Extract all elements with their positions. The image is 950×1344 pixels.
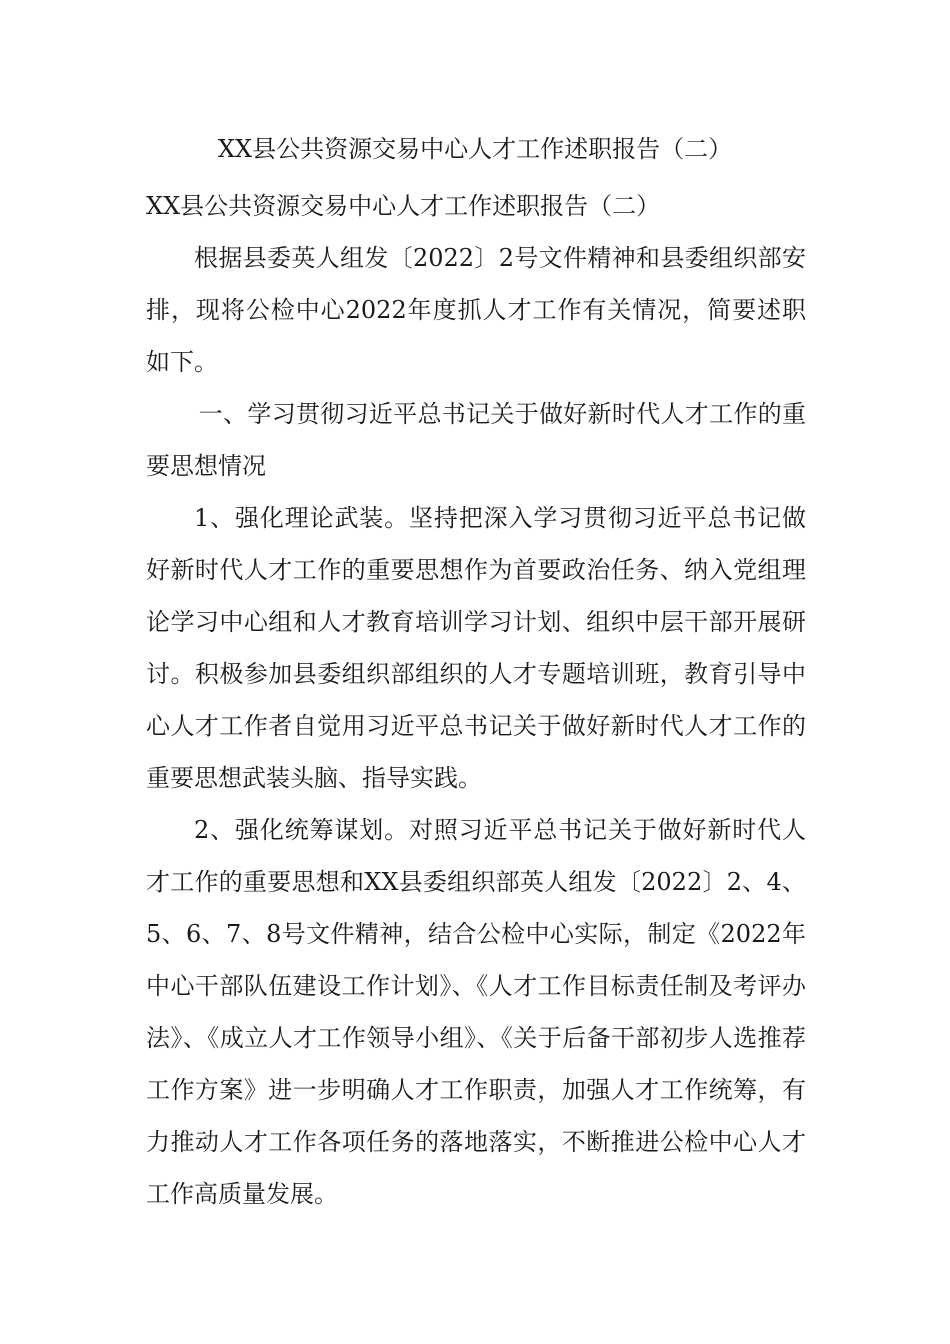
section-heading-1: 一、学习贯彻习近平总书记关于做好新时代人才工作的重要思想情况 — [146, 400, 806, 480]
intro-paragraph: 根据县委英人组发〔2022〕2号文件精神和县委组织部安排，现将公检中心2022年度抓人才工作有关情况，简要述职如下。 — [146, 244, 806, 376]
paragraph-planning: 2、强化统筹谋划。对照习近平总书记关于做好新时代人才工作的重要思想和XX县委组织部英人组发〔2022〕2、4、5、6、7、8号文件精神，结合公检中心实际，制定《2022年中心干部队伍建设工作计划》、《人才工作目标责任制及考评办法》、《成立人才工作领导小组》、《关于后备干部初步人选推荐工作方案》进一步明确人才工作职责，加强人才工作统筹，有力推动人才工作各项任务的落地落实，不断推进公检中心人才工作高质量发展。 — [146, 816, 806, 1208]
document-body — [146, 180, 806, 1220]
document-title: XX县公共资源交易中心人才工作述职报告（二） — [217, 135, 733, 163]
document-subtitle: XX县公共资源交易中心人才工作述职报告（二） — [146, 192, 661, 220]
paragraph-theory: 1、强化理论武装。坚持把深入学习贯彻习近平总书记做好新时代人才工作的重要思想作为首要政治任务、纳入党组理论学习中心组和人才教育培训学习计划、组织中层干部开展研讨。积极参加县委组织部组织的人才专题培训班，教育引导中心人才工作者自觉用习近平总书记关于做好新时代人才工作的重要思想武装头脑、指导实践。 — [146, 504, 806, 792]
